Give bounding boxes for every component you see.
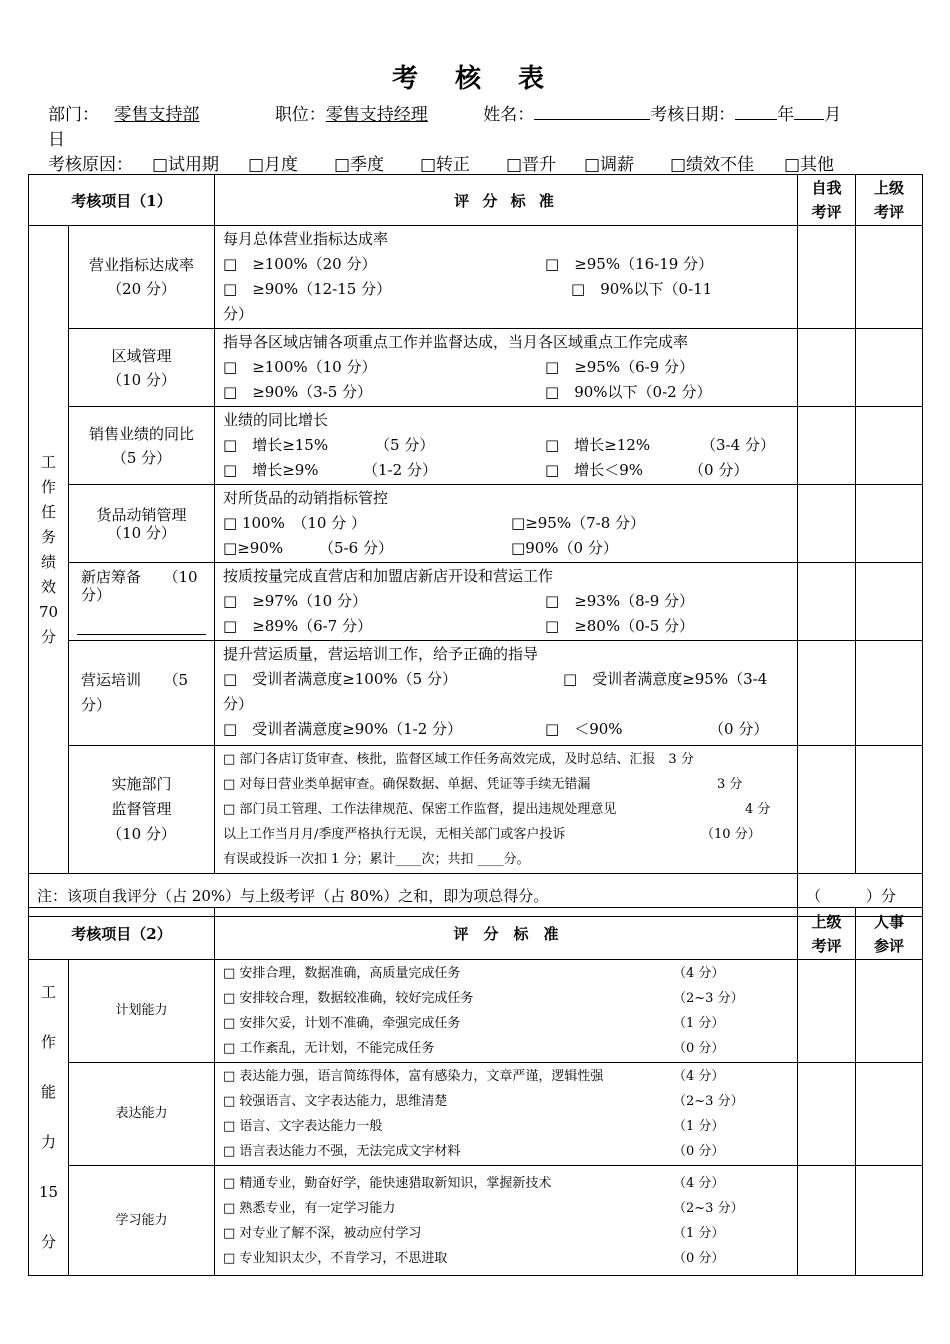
option-checkbox[interactable]: □ 较强语言、文字表达能力，思维清楚 (223, 1094, 448, 1109)
item-dept-supervision: 实施部门 监督管理 （10 分） (69, 746, 215, 874)
option-score: （0 分） (673, 1144, 725, 1159)
assessment-table-2 (28, 907, 923, 1276)
option-checkbox[interactable]: □ 部门员工管理、工作法律规范、保密工作监督，提出违规处理意见 (223, 802, 617, 817)
option-checkbox[interactable]: □ 对专业了解不深，被动应付学习 (223, 1226, 422, 1241)
hr-score-cell[interactable] (856, 1063, 923, 1166)
option-checkbox[interactable]: □ 对每日营业类单据审查。确保数据、单据、凭证等手续无错漏 (223, 777, 591, 792)
supervisor-score-cell[interactable] (798, 1063, 856, 1166)
category-work-tasks: 工 作 任 务 绩 效 70 分 (29, 226, 69, 874)
assessment-table-1 (28, 174, 923, 917)
criteria-line: 对所货品的动销指标管控 (223, 489, 389, 507)
criteria-product-turnover (215, 485, 798, 563)
self-score-cell[interactable] (798, 329, 856, 407)
reason-promotion-checkbox[interactable]: □晋升 (506, 155, 557, 175)
header-line (48, 100, 841, 125)
option-score: （0 分） (709, 720, 769, 738)
criteria-line: 业绩的同比增长 (223, 411, 329, 429)
reason-monthly-checkbox[interactable]: □月度 (248, 155, 299, 175)
dept-label: 部门： (48, 105, 99, 125)
option-checkbox[interactable]: □ ≥95%（16-19 分） (545, 255, 714, 273)
option-checkbox[interactable]: □ ≥95%（6-9 分） (545, 358, 695, 376)
option-score: （5-6 分） (319, 539, 393, 557)
reason-confirmation-checkbox[interactable]: □转正 (420, 155, 471, 175)
self-score-cell[interactable] (798, 641, 856, 746)
year-label: 年 (777, 105, 795, 125)
reason-salary-adjust-checkbox[interactable]: □调薪 (584, 155, 635, 175)
option-checkbox[interactable]: □ ＜90% (545, 720, 623, 738)
supervisor-score-cell[interactable] (856, 746, 923, 874)
criteria-line: 以上工作当月月/季度严格执行无误，无相关部门或客户投诉 (223, 827, 566, 842)
option-checkbox[interactable]: □≥95%（7-8 分） (511, 514, 646, 532)
hr-score-cell[interactable] (856, 960, 923, 1063)
option-checkbox[interactable]: □ 受训者满意度≥100%（5 分） (223, 670, 457, 688)
option-checkbox[interactable]: □ ≥89%（6-7 分） (223, 617, 373, 635)
option-score: （2~3 分） (673, 991, 744, 1006)
item-operations-training: 营运培训 （5 分） (69, 641, 215, 746)
option-score: （0 分） (673, 1251, 725, 1266)
option-checkbox[interactable]: □ ≥90%（12-15 分） (223, 280, 392, 298)
option-checkbox[interactable]: □ 100% （10 分 ） (223, 514, 366, 532)
category-work-ability: 工 作 能 力 15 分 (29, 960, 69, 1276)
header-item: 考核项目（1） (29, 175, 215, 226)
self-score-cell[interactable] (798, 563, 856, 641)
header-item: 考核项目（2） (29, 908, 215, 960)
item-new-store-label: 新店筹备 （10 分） (81, 568, 198, 604)
option-checkbox[interactable]: □ 部门各店订货审查、核批，监督区域工作任务高效完成，及时总结、汇报 3 分 (223, 752, 694, 767)
header-supervisor-eval: 上级 考评 (856, 175, 923, 226)
criteria-new-store (215, 563, 798, 641)
hr-score-cell[interactable] (856, 1166, 923, 1276)
name-label: 姓名： (483, 105, 535, 125)
reason-poor-performance-checkbox[interactable]: □绩效不佳 (670, 155, 755, 175)
item-region-management: 区域管理 （10 分） (69, 329, 215, 407)
criteria-learning (215, 1166, 798, 1276)
reason-quarterly-checkbox[interactable]: □季度 (334, 155, 385, 175)
option-score: （4 分） (673, 1176, 725, 1191)
day-label: 日 (48, 130, 65, 150)
option-score: （1-2 分） (363, 461, 437, 479)
month-label: 月 (824, 105, 842, 125)
header-standard: 评 分 标 准 (215, 175, 798, 226)
option-score: （3-4 分） (701, 436, 775, 454)
year-field[interactable] (735, 103, 777, 120)
option-checkbox[interactable]: □ 增长≥15% (223, 436, 329, 454)
option-checkbox[interactable]: □≥90% (223, 539, 284, 557)
option-checkbox[interactable]: □ 受训者满意度≥90%（1-2 分） (223, 720, 463, 738)
name-field[interactable] (534, 103, 650, 120)
item-planning: 计划能力 (69, 960, 215, 1063)
option-checkbox[interactable]: □ 受训者满意度≥95%（3-4 (563, 670, 768, 688)
option-checkbox[interactable]: □ 90%以下（0-11 (571, 280, 713, 298)
item-new-store (69, 563, 215, 641)
option-score: 3 分 (717, 777, 743, 792)
criteria-sales-target (215, 226, 798, 329)
supervisor-score-cell[interactable] (856, 641, 923, 746)
reason-other-checkbox[interactable]: □其他 (784, 155, 835, 175)
total-score-field[interactable]: （ ）分 (798, 874, 923, 917)
supervisor-score-cell[interactable] (856, 485, 923, 563)
option-checkbox[interactable]: □ 工作紊乱，无计划，不能完成任务 (223, 1041, 435, 1056)
self-score-cell[interactable] (798, 485, 856, 563)
note-text: 注：该项自我评分（占 20%）与上级考评（占 80%）之和，即为项总得分。 (29, 874, 798, 917)
option-checkbox[interactable]: □ 安排欠妥，计划不准确，牵强完成任务 (223, 1016, 461, 1031)
reason-line (48, 150, 835, 175)
option-checkbox[interactable]: □ 表达能力强，语言简练得体，富有感染力，文章严谨，逻辑性强 (223, 1069, 604, 1084)
criteria-line: 指导各区域店铺各项重点工作并监督达成，当月各区域重点工作完成率 (223, 333, 689, 351)
option-checkbox[interactable]: □ 安排合理，数据准确，高质量完成任务 (223, 966, 461, 981)
criteria-planning (215, 960, 798, 1063)
supervisor-score-cell[interactable] (856, 329, 923, 407)
option-score: 4 分 (745, 802, 771, 817)
option-checkbox[interactable]: □ 90%以下（0-2 分） (545, 383, 712, 401)
criteria-region-management (215, 329, 798, 407)
option-checkbox[interactable]: □ ≥97%（10 分） (223, 592, 367, 610)
reason-probation-checkbox[interactable]: □试用期 (152, 155, 220, 175)
option-score: （10 分） (701, 827, 761, 842)
reason-label: 考核原因： (48, 155, 133, 175)
criteria-line: 分） (223, 695, 254, 713)
criteria-yoy-sales (215, 407, 798, 485)
option-checkbox[interactable]: □ ≥80%（0-5 分） (545, 617, 695, 635)
criteria-line: 按质按量完成直营店和加盟店新店开设和营运工作 (223, 567, 554, 585)
criteria-line: 每月总体营业指标达成率 (223, 230, 389, 248)
item-expression: 表达能力 (69, 1063, 215, 1166)
option-checkbox[interactable]: □ ≥100%（20 分） (223, 255, 377, 273)
option-score: （0 分） (689, 461, 749, 479)
option-checkbox[interactable]: □90%（0 分） (511, 539, 618, 557)
criteria-expression (215, 1063, 798, 1166)
position-label: 职位： (274, 105, 326, 125)
dept-value: 零售支持部 (114, 105, 200, 125)
option-checkbox[interactable]: □ ≥90%（3-5 分） (223, 383, 373, 401)
item-learning: 学习能力 (69, 1166, 215, 1276)
option-score: （1 分） (673, 1226, 725, 1241)
criteria-dept-supervision (215, 746, 798, 874)
self-score-cell[interactable] (798, 746, 856, 874)
criteria-line: 提升营运质量，营运培训工作，给予正确的指导 (223, 645, 539, 663)
month-field[interactable] (794, 103, 824, 120)
item-sales-target: 营业指标达成率 （20 分） (69, 226, 215, 329)
self-score-cell[interactable] (798, 226, 856, 329)
option-score: （0 分） (673, 1041, 725, 1056)
criteria-operations-training (215, 641, 798, 746)
header-standard: 评 分 标 准 (215, 908, 798, 960)
item-underline (77, 634, 206, 635)
option-score: （4 分） (673, 1069, 725, 1084)
option-checkbox[interactable]: □ ≥100%（10 分） (223, 358, 377, 376)
option-checkbox[interactable]: □ 精通专业，勤奋好学，能快速猎取新知识，掌握新技术 (223, 1176, 552, 1191)
date-label: 考核日期： (650, 105, 736, 125)
item-yoy-sales: 销售业绩的同比 （5 分） (69, 407, 215, 485)
position-value: 零售支持经理 (325, 105, 428, 125)
criteria-line: 有误或投诉一次扣 1 分；累计____次；共扣 ____分。 (223, 852, 530, 867)
supervisor-score-cell[interactable] (856, 563, 923, 641)
option-checkbox[interactable]: □ 增长≥12% (545, 436, 651, 454)
option-score: （1 分） (673, 1119, 725, 1134)
option-score: （2~3 分） (673, 1094, 744, 1109)
criteria-line: 分） (223, 305, 254, 323)
supervisor-score-cell[interactable] (856, 226, 923, 329)
option-checkbox[interactable]: □ 专业知识太少，不肯学习，不思进取 (223, 1251, 448, 1266)
option-score: （4 分） (673, 966, 725, 981)
option-checkbox[interactable]: □ 语言表达能力不强，无法完成文字材料 (223, 1144, 461, 1159)
option-score: （2~3 分） (673, 1201, 744, 1216)
option-checkbox[interactable]: □ 安排较合理，数据较准确，较好完成任务 (223, 991, 474, 1006)
self-score-cell[interactable] (798, 407, 856, 485)
option-score: （5 分） (375, 436, 435, 454)
supervisor-score-cell[interactable] (798, 960, 856, 1063)
header-hr-eval: 人事 参评 (856, 908, 923, 960)
option-checkbox[interactable]: □ 增长≥9% (223, 461, 319, 479)
header-self-eval: 自我 考评 (798, 175, 856, 226)
option-checkbox[interactable]: □ 增长＜9% (545, 461, 643, 479)
option-checkbox[interactable]: □ ≥93%（8-9 分） (545, 592, 695, 610)
option-score: （1 分） (673, 1016, 725, 1031)
header-supervisor-eval: 上级 考评 (798, 908, 856, 960)
page-title: 考 核 表 (391, 64, 559, 94)
item-product-turnover: 货品动销管理 （10 分） (69, 485, 215, 563)
option-checkbox[interactable]: □ 熟悉专业，有一定学习能力 (223, 1201, 396, 1216)
supervisor-score-cell[interactable] (798, 1166, 856, 1276)
option-checkbox[interactable]: □ 语言、文字表达能力一般 (223, 1119, 383, 1134)
supervisor-score-cell[interactable] (856, 407, 923, 485)
